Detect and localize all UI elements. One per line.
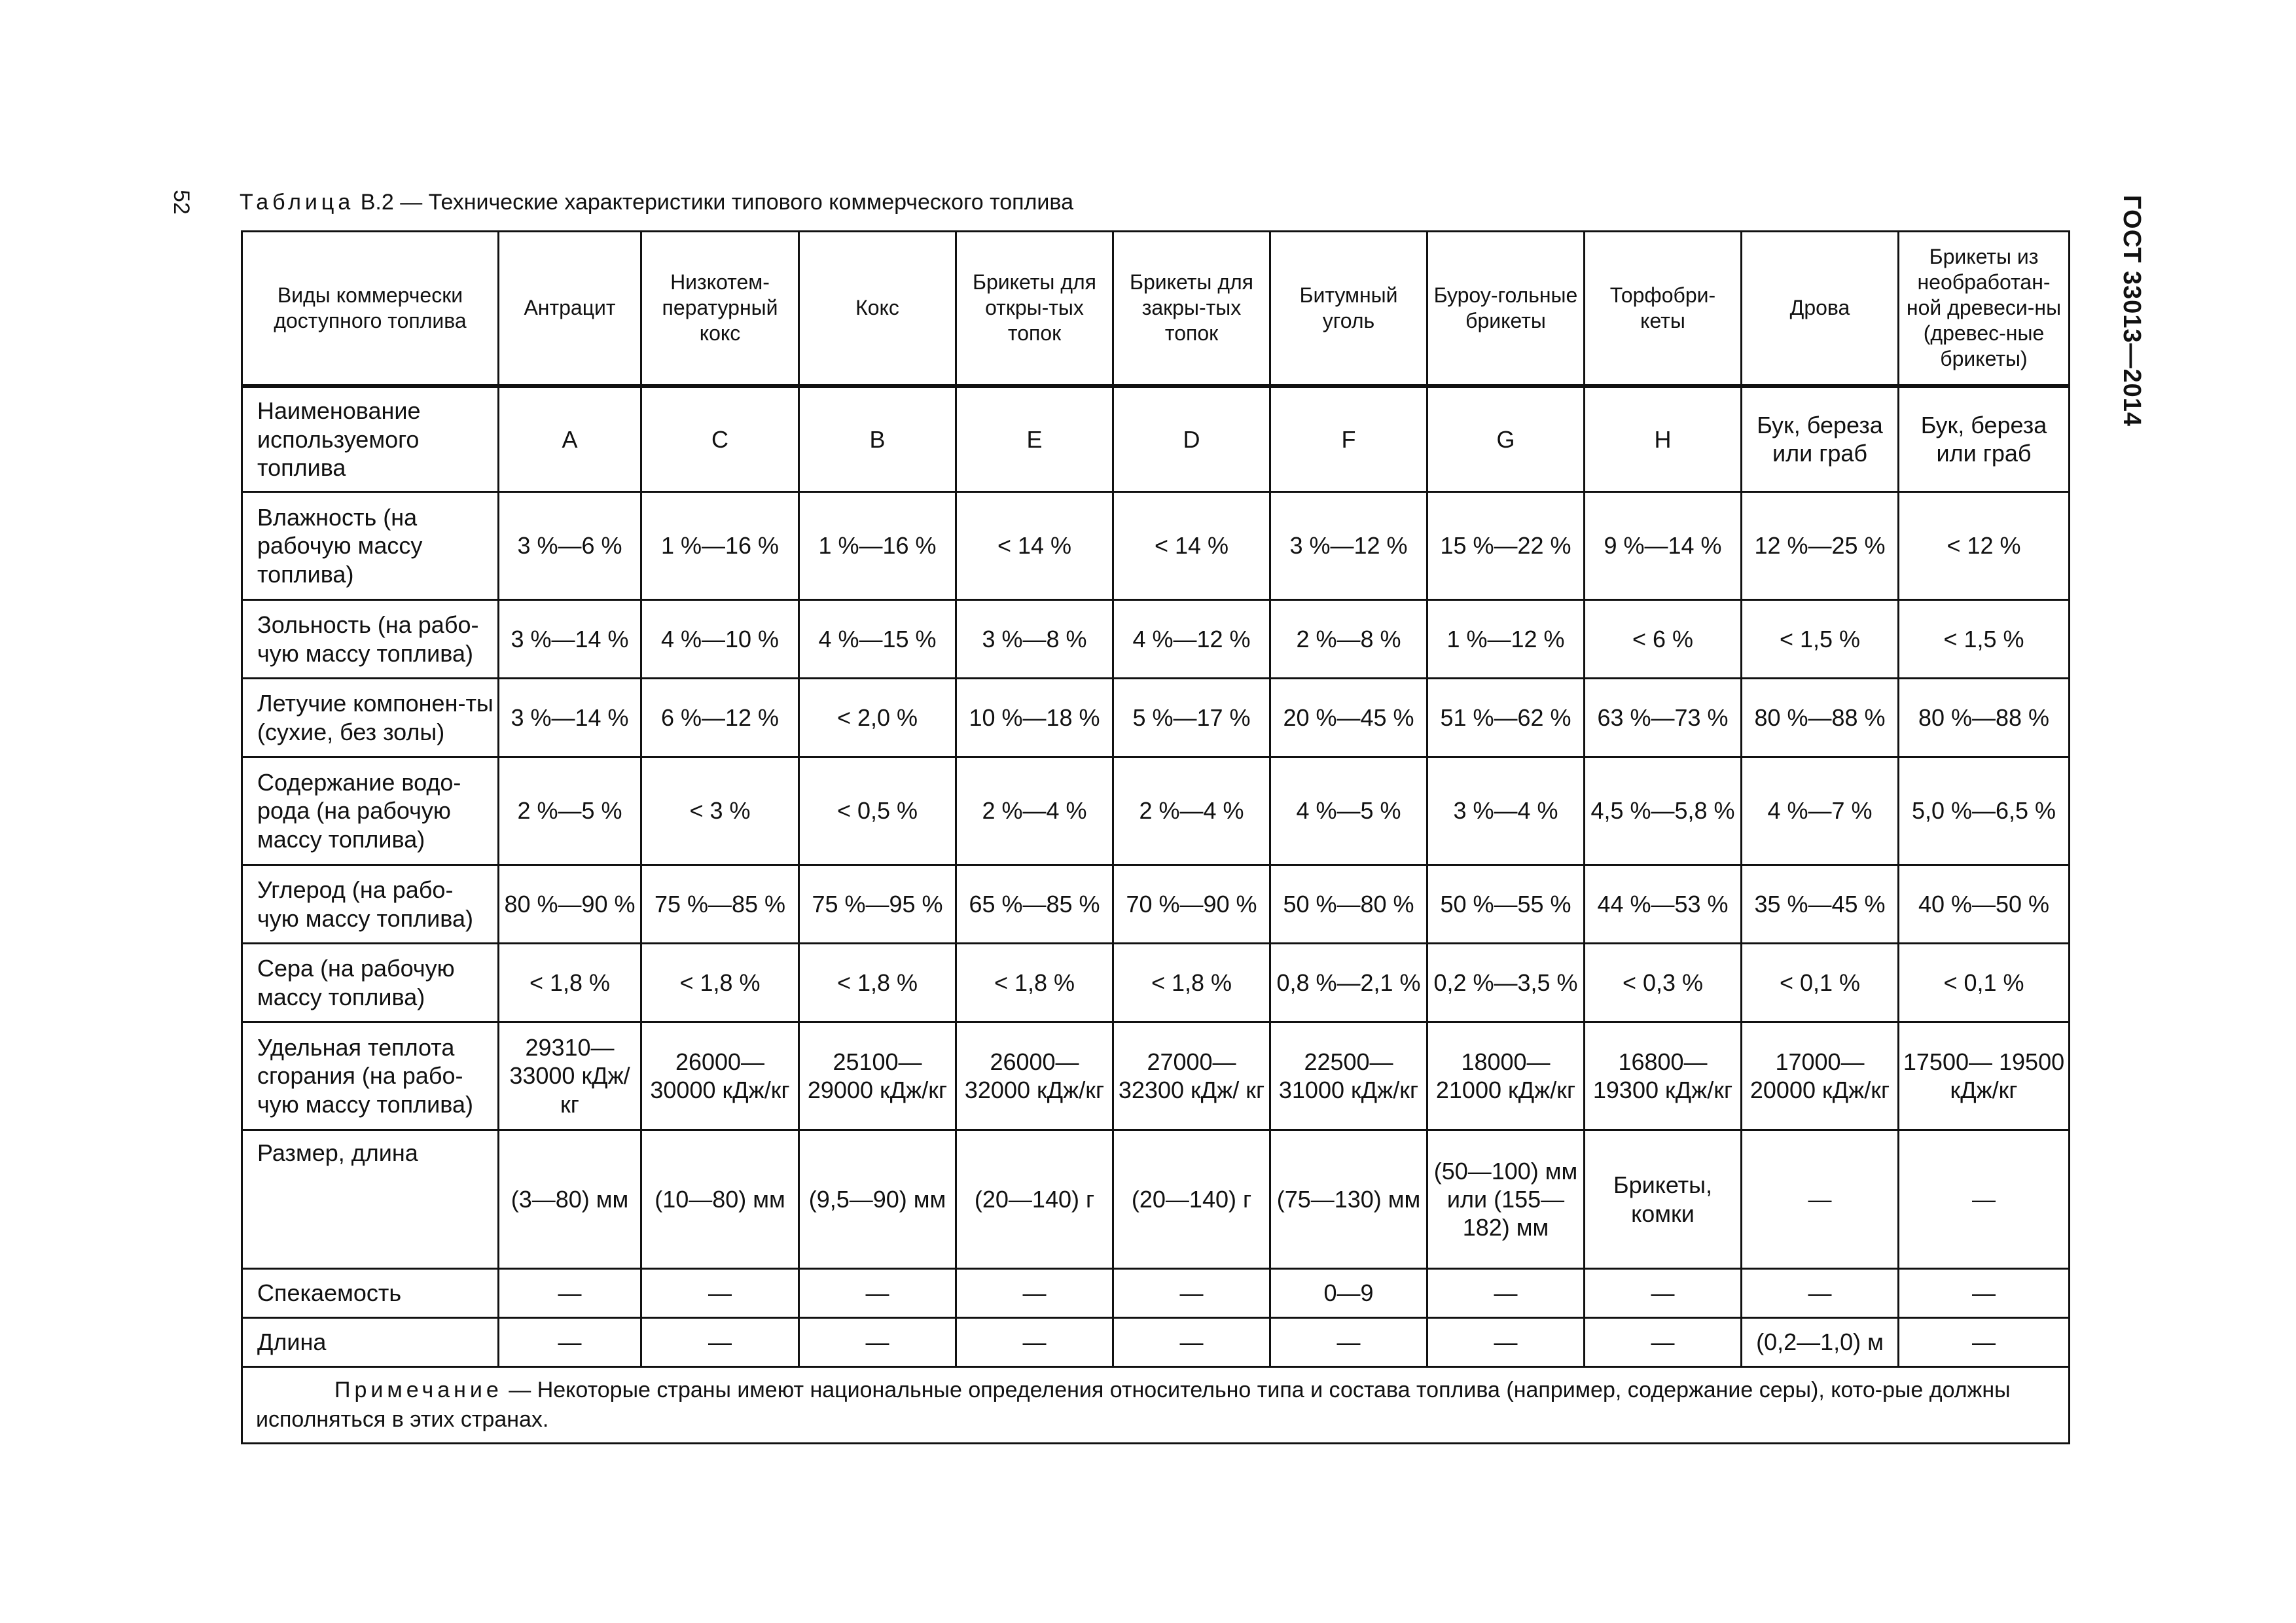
table-cell: — [499, 1269, 641, 1318]
header-cell: Низкотем-пературный кокс [641, 232, 799, 386]
row-header-cell: Сера (на рабочую массу топлива) [242, 944, 499, 1022]
table-cell: 10 %—18 % [956, 679, 1113, 757]
row-header-cell: Наименование используемого топлива [242, 386, 499, 492]
row-header-cell: Спекаемость [242, 1269, 499, 1318]
table-cell: 2 %—4 % [956, 757, 1113, 865]
table-cell: 75 %—95 % [799, 865, 956, 944]
table-cell: A [499, 386, 641, 492]
table-row [242, 757, 2070, 865]
table-cell: 4,5 %—5,8 % [1585, 757, 1742, 865]
table-cell: 27000— 32300 кДж/ кг [1113, 1022, 1270, 1130]
table-cell: 2 %—4 % [1113, 757, 1270, 865]
header-cell: Дрова [1742, 232, 1899, 386]
table-cell: 20 %—45 % [1270, 679, 1427, 757]
header-cell: Брикеты для откры-тых топок [956, 232, 1113, 386]
table-cell: 12 %—25 % [1742, 492, 1899, 600]
header-cell: Антрацит [499, 232, 641, 386]
table-cell: 16800— 19300 кДж/кг [1585, 1022, 1742, 1130]
table-cell: < 3 % [641, 757, 799, 865]
table-header-row [242, 232, 2070, 386]
table-cell: 1 %—16 % [799, 492, 956, 600]
header-cell: Буроу-гольные брикеты [1427, 232, 1585, 386]
table-cell: 4 %—10 % [641, 600, 799, 679]
table-cell: (20—140) г [1113, 1130, 1270, 1269]
table-cell: 26000— 30000 кДж/кг [641, 1022, 799, 1130]
header-cell: Кокс [799, 232, 956, 386]
table-cell: 4 %—15 % [799, 600, 956, 679]
header-cell: Торфобри-кеты [1585, 232, 1742, 386]
table-cell: — [799, 1318, 956, 1367]
table-cell: 3 %—6 % [499, 492, 641, 600]
table-cell: < 0,1 % [1899, 944, 2070, 1022]
row-header-cell: Зольность (на рабо-чую массу топлива) [242, 600, 499, 679]
document-code: ГОСТ 33013—2014 [2118, 195, 2145, 427]
table-cell: 5 %—17 % [1113, 679, 1270, 757]
table-cell: < 1,8 % [641, 944, 799, 1022]
table-cell: 65 %—85 % [956, 865, 1113, 944]
table-cell: (10—80) мм [641, 1130, 799, 1269]
table-cell: (3—80) мм [499, 1130, 641, 1269]
table-cell: 35 %—45 % [1742, 865, 1899, 944]
table-cell: 80 %—90 % [499, 865, 641, 944]
row-header-cell: Размер, длина [242, 1130, 499, 1269]
table-cell: H [1585, 386, 1742, 492]
table-cell: — [1113, 1318, 1270, 1367]
table-note-label: Примечание [334, 1378, 503, 1403]
table-cell: 3 %—4 % [1427, 757, 1585, 865]
row-header-cell: Удельная теплота сгорания (на рабо-чую массу топлива) [242, 1022, 499, 1130]
table-cell: 2 %—5 % [499, 757, 641, 865]
table-cell: 4 %—12 % [1113, 600, 1270, 679]
table-cell: 5,0 %—6,5 % [1899, 757, 2070, 865]
table-cell: (9,5—90) мм [799, 1130, 956, 1269]
table-note-row [242, 1367, 2070, 1444]
table-cell: 0,8 %—2,1 % [1270, 944, 1427, 1022]
table-cell: 1 %—16 % [641, 492, 799, 600]
table-cell: — [1899, 1269, 2070, 1318]
table-cell: < 1,5 % [1742, 600, 1899, 679]
table-cell: 22500— 31000 кДж/кг [1270, 1022, 1427, 1130]
table-cell: 0—9 [1270, 1269, 1427, 1318]
table-cell: — [799, 1269, 956, 1318]
table-cell: 80 %—88 % [1899, 679, 2070, 757]
table-cell: 0,2 %—3,5 % [1427, 944, 1585, 1022]
table-cell: 44 %—53 % [1585, 865, 1742, 944]
table-cell: < 14 % [956, 492, 1113, 600]
table-cell: 17500— 19500 кДж/кг [1899, 1022, 2070, 1130]
table-cell: 17000— 20000 кДж/кг [1742, 1022, 1899, 1130]
table-row [242, 944, 2070, 1022]
table-cell: 75 %—85 % [641, 865, 799, 944]
fuel-specification-table [241, 230, 2070, 1444]
table-cell: F [1270, 386, 1427, 492]
table-row [242, 386, 2070, 492]
table-cell: G [1427, 386, 1585, 492]
row-header-cell: Длина [242, 1318, 499, 1367]
table-cell: — [1742, 1269, 1899, 1318]
row-header-cell: Углерод (на рабо-чую массу топлива) [242, 865, 499, 944]
table-row [242, 679, 2070, 757]
table-cell: 51 %—62 % [1427, 679, 1585, 757]
table-cell: — [1899, 1130, 2070, 1269]
table-caption [240, 190, 1073, 215]
table-cell: — [641, 1269, 799, 1318]
table-cell: 2 %—8 % [1270, 600, 1427, 679]
table-cell: 3 %—12 % [1270, 492, 1427, 600]
table-cell: — [1585, 1318, 1742, 1367]
table-cell: 29310— 33000 кДж/кг [499, 1022, 641, 1130]
table-cell: — [1270, 1318, 1427, 1367]
table-cell: B [799, 386, 956, 492]
table-cell: < 0,1 % [1742, 944, 1899, 1022]
table-cell: Брикеты, комки [1585, 1130, 1742, 1269]
table-cell: C [641, 386, 799, 492]
table-cell: < 12 % [1899, 492, 2070, 600]
table-cell: (0,2—1,0) м [1742, 1318, 1899, 1367]
table-cell: — [641, 1318, 799, 1367]
table-cell: < 6 % [1585, 600, 1742, 679]
header-cell: Виды коммерчески доступного топлива [242, 232, 499, 386]
table-cell: 1 %—12 % [1427, 600, 1585, 679]
table-cell: < 1,8 % [1113, 944, 1270, 1022]
table-row [242, 1269, 2070, 1318]
table-cell: 50 %—55 % [1427, 865, 1585, 944]
table-caption-label: Таблица [240, 190, 355, 215]
header-cell: Битумный уголь [1270, 232, 1427, 386]
table-cell: < 1,5 % [1899, 600, 2070, 679]
table-row [242, 492, 2070, 600]
table-cell: 50 %—80 % [1270, 865, 1427, 944]
table-cell: 70 %—90 % [1113, 865, 1270, 944]
table-cell: 18000— 21000 кДж/кг [1427, 1022, 1585, 1130]
table-cell: < 1,8 % [956, 944, 1113, 1022]
table-cell: (75—130) мм [1270, 1130, 1427, 1269]
table-row [242, 1318, 2070, 1367]
table-cell: — [499, 1318, 641, 1367]
table-cell: (50—100) мм или (155—182) мм [1427, 1130, 1585, 1269]
table-cell: — [956, 1269, 1113, 1318]
table-cell: — [956, 1318, 1113, 1367]
table-cell: 9 %—14 % [1585, 492, 1742, 600]
table-cell: < 1,8 % [499, 944, 641, 1022]
table-cell: 15 %—22 % [1427, 492, 1585, 600]
table-cell: 3 %—14 % [499, 600, 641, 679]
table-cell: — [1113, 1269, 1270, 1318]
table-cell: < 14 % [1113, 492, 1270, 600]
table-cell: E [956, 386, 1113, 492]
table-cell: D [1113, 386, 1270, 492]
table-cell: Бук, береза или граб [1742, 386, 1899, 492]
header-cell: Брикеты для закры-тых топок [1113, 232, 1270, 386]
table-cell: (20—140) г [956, 1130, 1113, 1269]
page-number: 52 [169, 190, 194, 215]
table-note [242, 1367, 2070, 1444]
table-cell: 63 %—73 % [1585, 679, 1742, 757]
table-caption-text: В.2 — Технические характеристики типового коммерческого топлива [354, 190, 1074, 215]
table-row [242, 1022, 2070, 1130]
table-cell: Бук, береза или граб [1899, 386, 2070, 492]
table-cell: — [1899, 1318, 2070, 1367]
row-header-cell: Летучие компонен-ты (сухие, без золы) [242, 679, 499, 757]
table-cell: < 0,3 % [1585, 944, 1742, 1022]
header-cell: Брикеты из необработан-ной древеси-ны (древес-ные брикеты) [1899, 232, 2070, 386]
table-cell: < 0,5 % [799, 757, 956, 865]
table-cell: 80 %—88 % [1742, 679, 1899, 757]
table-row [242, 865, 2070, 944]
table-row [242, 600, 2070, 679]
table-cell: — [1742, 1130, 1899, 1269]
table-cell: 25100— 29000 кДж/кг [799, 1022, 956, 1130]
table-row [242, 1130, 2070, 1269]
table-cell: 3 %—8 % [956, 600, 1113, 679]
table-cell: 3 %—14 % [499, 679, 641, 757]
row-header-cell: Влажность (на рабочую массу топлива) [242, 492, 499, 600]
table-note-text: — Некоторые страны имеют национальные определения относительно типа и состава топлива (например, содержание серы), кото-рые должны исполняться в этих странах. [256, 1378, 2011, 1432]
table-cell: 26000— 32000 кДж/кг [956, 1022, 1113, 1130]
row-header-cell: Содержание водо-рода (на рабочую массу топлива) [242, 757, 499, 865]
table-cell: 6 %—12 % [641, 679, 799, 757]
table-cell: < 1,8 % [799, 944, 956, 1022]
table-cell: 4 %—7 % [1742, 757, 1899, 865]
table-cell: 40 %—50 % [1899, 865, 2070, 944]
table-cell: — [1427, 1269, 1585, 1318]
table-cell: — [1427, 1318, 1585, 1367]
table-cell: < 2,0 % [799, 679, 956, 757]
table-cell: 4 %—5 % [1270, 757, 1427, 865]
table-cell: — [1585, 1269, 1742, 1318]
